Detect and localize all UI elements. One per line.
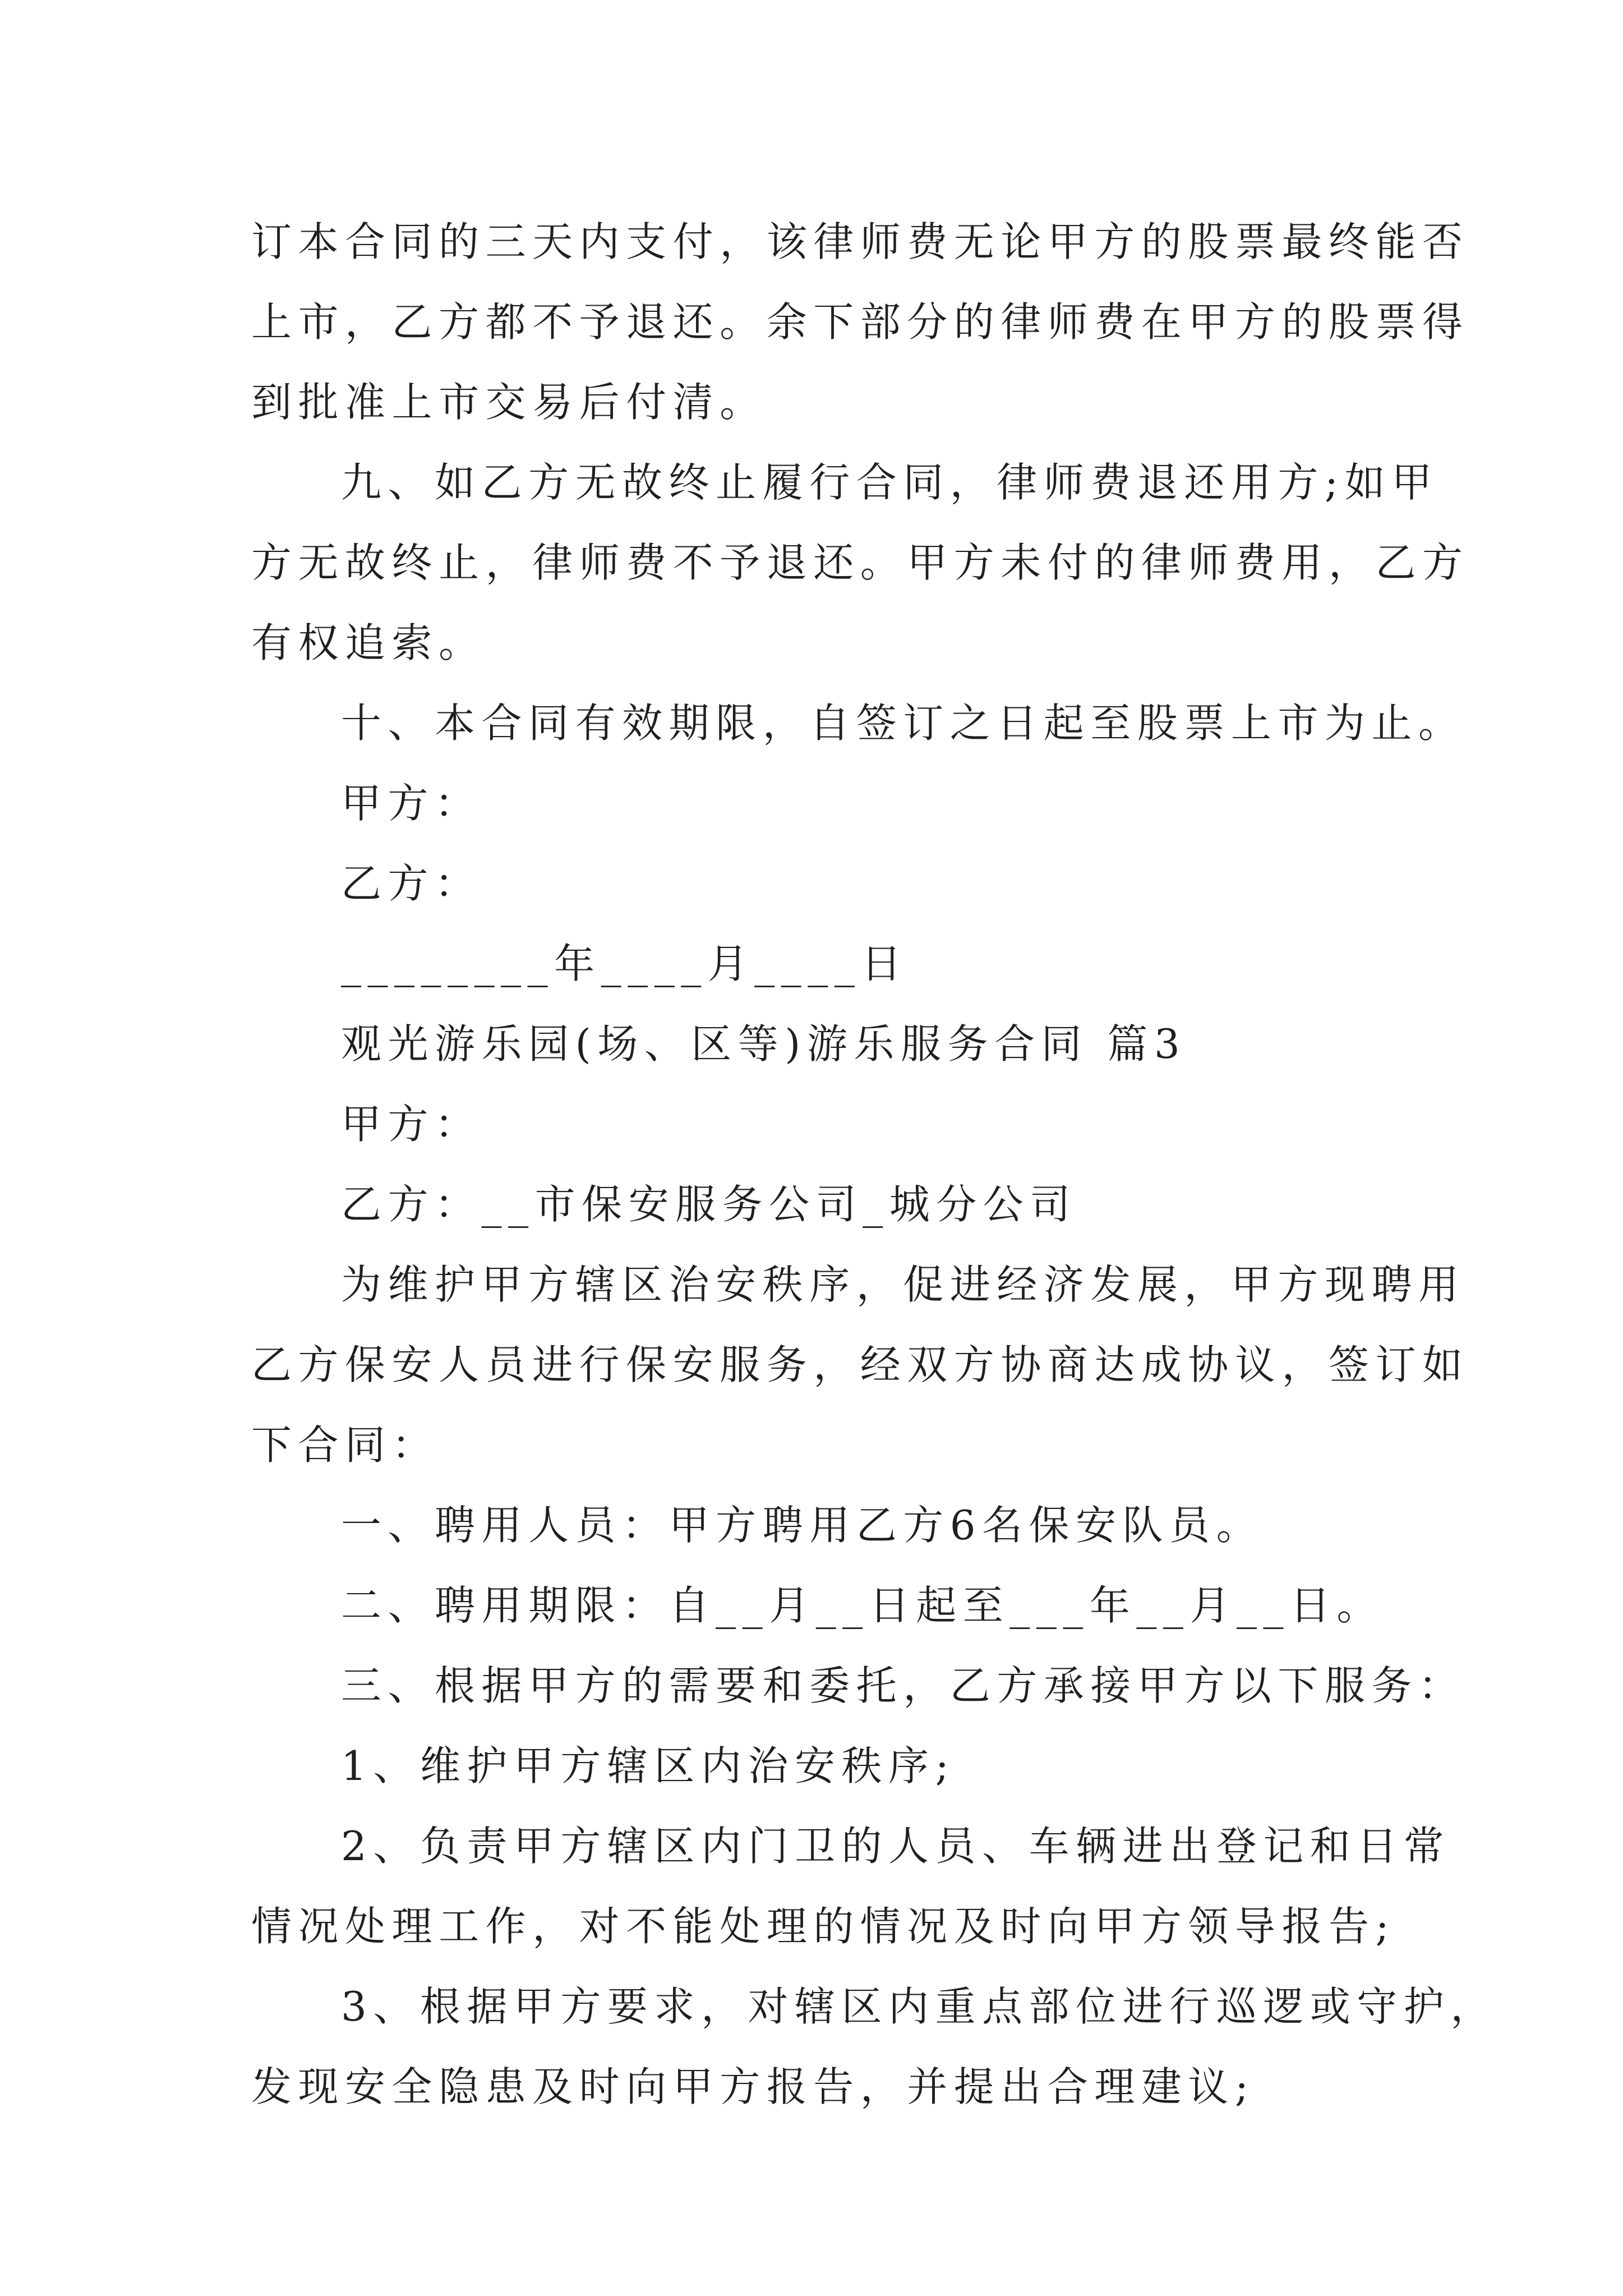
text-line: 乙方：__市保安服务公司_城分公司 <box>341 1181 1077 1228</box>
text-line: 乙方： <box>341 860 482 907</box>
text-line: 1、维护甲方辖区内治安秩序; <box>341 1742 956 1789</box>
text-line: 九、如乙方无故终止履行合同，律师费退还用方;如甲 <box>341 459 1438 506</box>
text-line: 甲方： <box>341 780 482 827</box>
text-line: 2、负责甲方辖区内门卫的人员、车辆进出登记和日常 <box>341 1823 1451 1870</box>
text-line: 十、本合同有效期限，自签订之日起至股票上市为止。 <box>341 700 1465 747</box>
text-line: 到批准上市交易后付清。 <box>251 379 767 426</box>
text-line: ________年____月____日 <box>341 940 908 987</box>
text-line: 方无故终止，律师费不予退还。甲方未付的律师费用，乙方 <box>251 539 1469 586</box>
text-line: 上市，乙方都不予退还。余下部分的律师费在甲方的股票得 <box>251 298 1469 346</box>
text-line: 一、聘用人员：甲方聘用乙方6名保安队员。 <box>341 1502 1264 1549</box>
text-line: 甲方： <box>341 1101 482 1148</box>
text-line: 二、聘用期限：自__月__日起至___年__月__日。 <box>341 1582 1384 1629</box>
text-line: 3、根据甲方要求，对辖区内重点部位进行巡逻或守护， <box>341 1983 1497 2030</box>
text-line: 发现安全隐患及时向甲方报告，并提出合理建议; <box>251 2063 1255 2110</box>
text-line: 三、根据甲方的需要和委托，乙方承接甲方以下服务： <box>341 1662 1465 1709</box>
text-line: 有权追索。 <box>251 619 486 666</box>
text-line: 观光游乐园(场、区等)游乐服务合同 篇3 <box>341 1020 1187 1068</box>
document-body <box>251 202 1497 2127</box>
text-line: 订本合同的三天内支付，该律师费无论甲方的股票最终能否 <box>251 218 1469 265</box>
text-line: 为维护甲方辖区治安秩序，促进经济发展，甲方现聘用 <box>341 1261 1465 1308</box>
text-line: 下合同： <box>251 1421 439 1469</box>
text-line: 乙方保安人员进行保安服务，经双方协商达成协议，签订如 <box>251 1341 1469 1388</box>
text-line: 情况处理工作，对不能处理的情况及时向甲方领导报告; <box>251 1903 1396 1950</box>
